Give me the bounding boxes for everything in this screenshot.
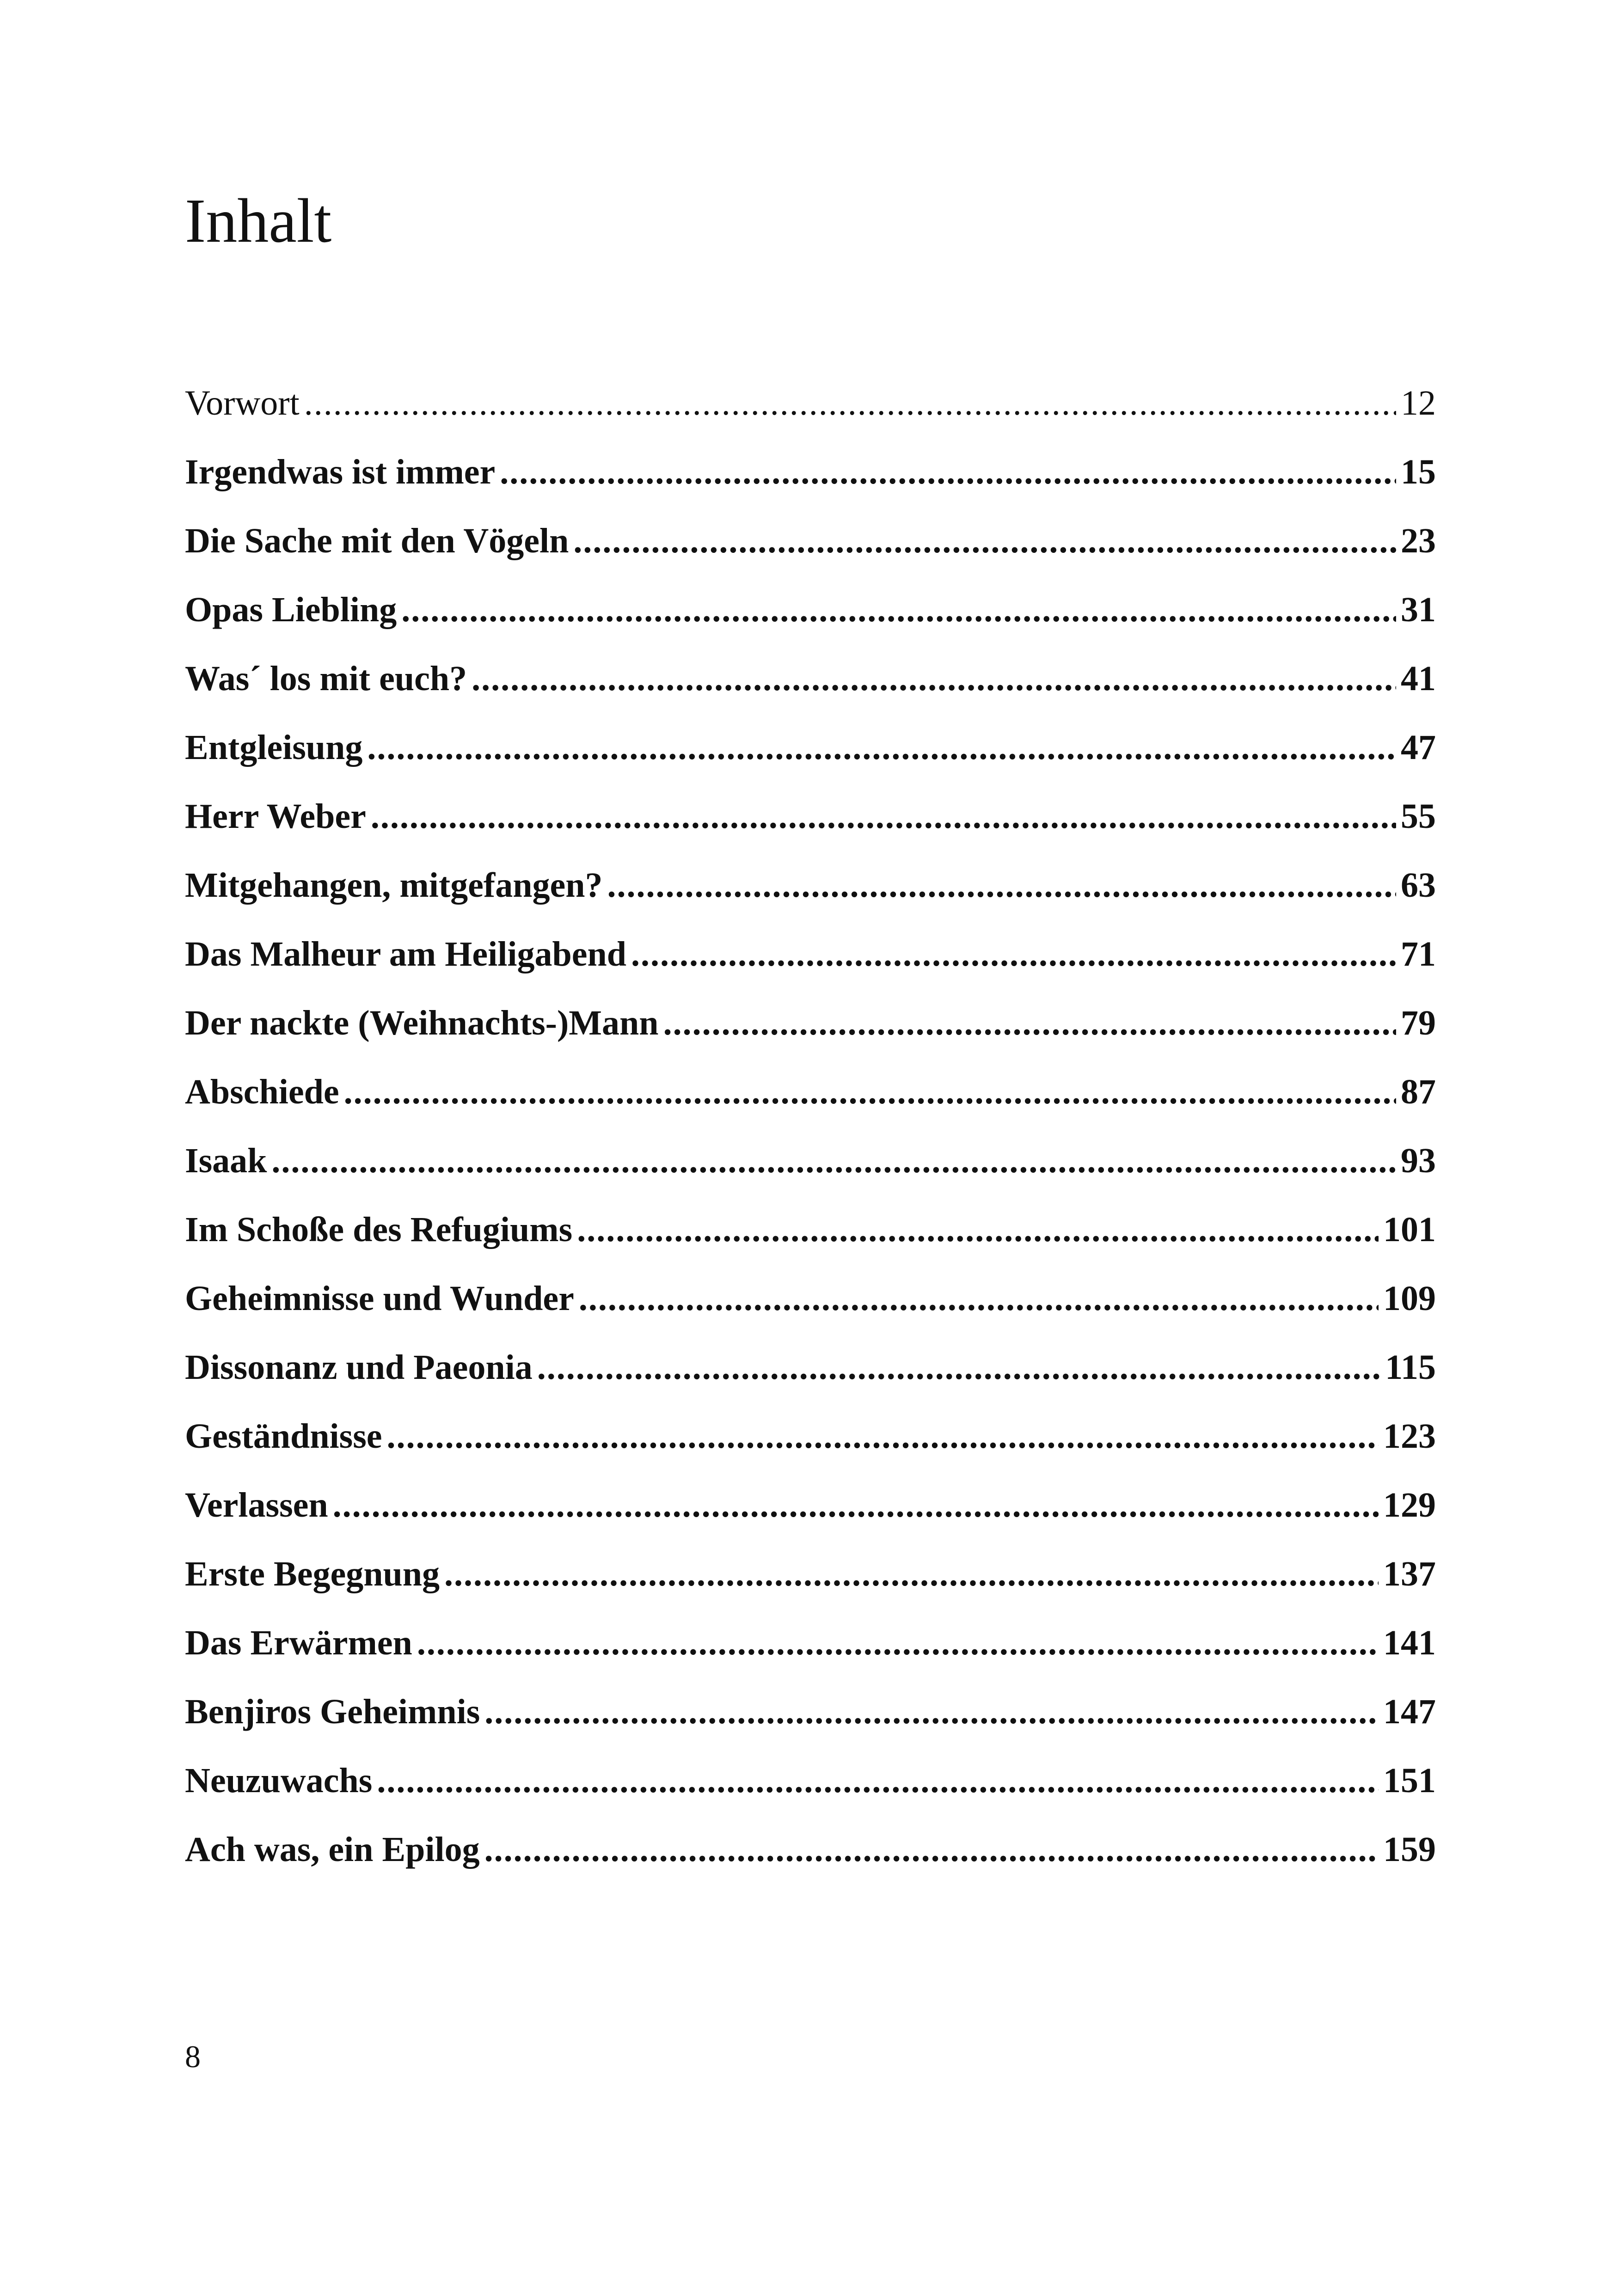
toc-dot-leader <box>607 868 1396 903</box>
toc-entry-title: Abschiede <box>185 1072 339 1111</box>
toc-entry-title: Herr Weber <box>185 797 366 836</box>
toc-entry-page: 15 <box>1401 453 1436 491</box>
toc-entry[interactable] <box>185 1143 1436 1212</box>
toc-entry-title: Erste Begegnung <box>185 1555 440 1593</box>
toc-entry-title: Isaak <box>185 1141 267 1180</box>
toc-entry-page: 47 <box>1401 728 1436 767</box>
toc-entry[interactable] <box>185 1281 1436 1350</box>
toc-entry-title: Vorwort <box>185 384 300 422</box>
toc-entry-page: 55 <box>1401 797 1436 836</box>
toc-entry[interactable] <box>185 937 1436 1005</box>
page-title: Inhalt <box>185 186 332 256</box>
toc-entry[interactable] <box>185 1832 1436 1901</box>
toc-dot-leader <box>472 661 1396 696</box>
toc-dot-leader <box>401 592 1396 627</box>
toc-dot-leader <box>367 730 1396 765</box>
toc-entry-title: Irgendwas ist immer <box>185 453 496 491</box>
toc-entry[interactable] <box>185 868 1436 937</box>
toc-dot-leader <box>271 1143 1396 1178</box>
toc-entry-title: Die Sache mit den Vögeln <box>185 521 569 560</box>
toc-entry[interactable] <box>185 1074 1436 1143</box>
toc-dot-leader <box>377 1763 1379 1798</box>
toc-entry-page: 12 <box>1401 384 1436 422</box>
toc-entry[interactable] <box>185 1350 1436 1419</box>
toc-entry-page: 71 <box>1401 935 1436 974</box>
toc-entry-title: Neuzuwachs <box>185 1761 373 1800</box>
toc-entry-title: Benjiros Geheimnis <box>185 1692 480 1731</box>
toc-entry[interactable] <box>185 661 1436 730</box>
toc-entry-page: 115 <box>1385 1348 1436 1387</box>
toc-dot-leader <box>304 386 1396 421</box>
toc-entry-page: 23 <box>1401 521 1436 560</box>
toc-entry[interactable] <box>185 1694 1436 1763</box>
toc-dot-leader <box>333 1488 1379 1523</box>
toc-entry[interactable] <box>185 730 1436 799</box>
toc-entry[interactable] <box>185 799 1436 868</box>
toc-entry-page: 123 <box>1383 1417 1436 1456</box>
toc-entry-title: Opas Liebling <box>185 590 397 629</box>
toc-entry[interactable] <box>185 1763 1436 1832</box>
toc-entry-title: Geheimnisse und Wunder <box>185 1279 574 1318</box>
toc-entry[interactable] <box>185 592 1436 661</box>
toc-dot-leader <box>484 1694 1379 1729</box>
toc-entry[interactable] <box>185 1212 1436 1281</box>
toc-entry-title: Was´ los mit euch? <box>185 659 467 698</box>
toc-entry-page: 87 <box>1401 1072 1436 1111</box>
toc-entry-page: 31 <box>1401 590 1436 629</box>
toc-dot-leader <box>417 1625 1379 1660</box>
toc-entry[interactable] <box>185 1625 1436 1694</box>
toc-dot-leader <box>444 1556 1379 1592</box>
toc-entry-title: Der nackte (Weihnachts-)Mann <box>185 1004 659 1042</box>
toc-entry[interactable] <box>185 1419 1436 1488</box>
toc-entry-page: 101 <box>1383 1210 1436 1249</box>
toc-dot-leader <box>663 1005 1396 1041</box>
toc-entry[interactable] <box>185 386 1436 454</box>
toc-entry-page: 129 <box>1383 1486 1436 1525</box>
toc-entry-title: Ach was, ein Epilog <box>185 1830 480 1869</box>
toc-dot-leader <box>577 1212 1379 1247</box>
toc-entry-page: 147 <box>1383 1692 1436 1731</box>
page-number: 8 <box>185 2039 201 2074</box>
toc-entry-page: 41 <box>1401 659 1436 698</box>
toc-entry[interactable] <box>185 1488 1436 1556</box>
toc-entry-title: Im Schoße des Refugiums <box>185 1210 573 1249</box>
toc-entry[interactable] <box>185 454 1436 523</box>
toc-entry-page: 93 <box>1401 1141 1436 1180</box>
toc-entry-title: Das Erwärmen <box>185 1623 412 1662</box>
toc-dot-leader <box>537 1350 1380 1385</box>
toc-entry-page: 151 <box>1383 1761 1436 1800</box>
toc-entry-page: 79 <box>1401 1004 1436 1042</box>
toc-entry[interactable] <box>185 1005 1436 1074</box>
toc-entry-title: Verlassen <box>185 1486 328 1525</box>
toc-entry[interactable] <box>185 523 1436 592</box>
toc-dot-leader <box>387 1419 1379 1454</box>
toc-dot-leader <box>573 523 1396 558</box>
toc-dot-leader <box>484 1832 1379 1867</box>
toc-entry-title: Geständnisse <box>185 1417 382 1456</box>
table-of-contents <box>185 386 1436 1901</box>
toc-dot-leader <box>500 454 1396 490</box>
toc-entry-title: Das Malheur am Heiligabend <box>185 935 626 974</box>
toc-entry-page: 137 <box>1383 1555 1436 1593</box>
toc-entry-title: Dissonanz und Paeonia <box>185 1348 533 1387</box>
toc-entry-title: Entgleisung <box>185 728 363 767</box>
toc-dot-leader <box>579 1281 1379 1316</box>
toc-dot-leader <box>344 1074 1396 1109</box>
toc-entry-page: 141 <box>1383 1623 1436 1662</box>
toc-dot-leader <box>371 799 1396 834</box>
toc-entry[interactable] <box>185 1556 1436 1625</box>
toc-entry-title: Mitgehangen, mitgefangen? <box>185 866 603 905</box>
toc-entry-page: 159 <box>1383 1830 1436 1869</box>
toc-entry-page: 109 <box>1383 1279 1436 1318</box>
toc-entry-page: 63 <box>1401 866 1436 905</box>
toc-dot-leader <box>631 937 1396 972</box>
